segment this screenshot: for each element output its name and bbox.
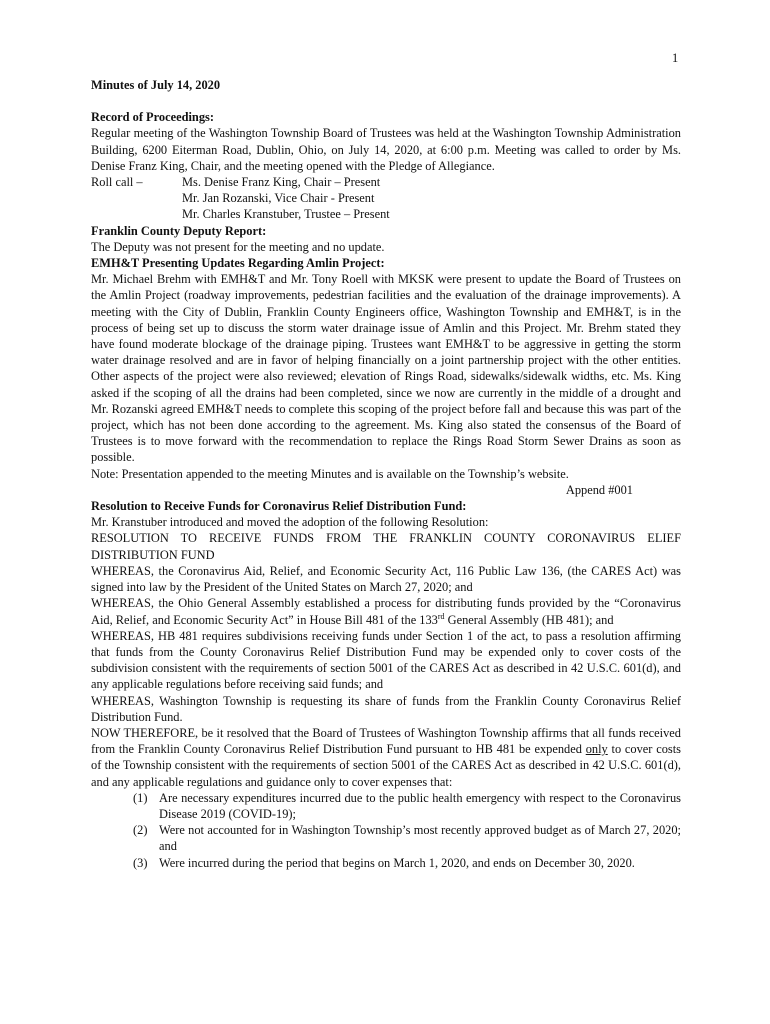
list-item-text: Were incurred during the period that begins on March 1, 2020, and ends on December 30, 2020. (159, 855, 635, 870)
record-paragraph: Regular meeting of the Washington Township Board of Trustees was held at the Washington Township Administration Building, 6200 Eiterman Road, Dublin, Ohio, on July 14, 2020, at 6:00 p.m. Meeting was called to order by Ms. Denise Franz King, Chair, and the meeting opened with the Pledge of Allegiance. (91, 126, 681, 173)
list-item-text: Are necessary expenditures incurred due to the public health emergency with respect to the Coronavirus Disease 2019 (COVID-19); (159, 790, 681, 821)
therefore-clause (91, 725, 681, 790)
ordinal-suffix: rd (437, 611, 445, 621)
therefore-text: NOW THEREFORE, be it resolved that the Board of Trustees of Washington Township affirms that all funds received from the Franklin County Coronavirus Relief Distribution Fund pursuant to HB 481 be expended (91, 725, 681, 757)
roll-call-member: Mr. Jan Rozanski, Vice Chair - Present (182, 191, 375, 206)
list-item-text: Were not accounted for in Washington Township’s most recently approved budget as of March 27, 2020; and (159, 823, 681, 854)
list-item-number: (3) (133, 855, 148, 870)
emht-paragraph: Mr. Michael Brehm with EMH&T and Mr. Tony Roell with MKSK were present to update the Board of Trustees on the Amlin Project (roadway improvements, pedestrian facilities and the evaluation of the drainage improvements). A meeting with the City of Dublin, Franklin County Engineers office, Washington Township and EMH&T, is in the process of being set up to discuss the storm water drainage issue of Amlin and this Project. Mr. Brehm stated they have found moderate blockage of the drainage piping. Trustees want EMH&T to be aggressive in getting the storm water drainage resolved and are in favor of helping financially on a joint partnership project with the other entities. Other aspects of the project were also reviewed; elevation of Rings Road, sidewalks/sidewalk widths, etc. Ms. King asked if the scoping of all the drains had been completed, since we now are currently in the middle of a drought and Mr. Rozanski agreed EMH&T needs to complete this scoping of the project before fall and because this was part of the project, which has not been done according to the agreement. Ms. King also stated the consensus of the Board of Trustees is to move forward with the recommendation to replace the Rings Road Storm Sewer Drains as soon as possible. (91, 272, 681, 465)
list-item (133, 822, 681, 854)
list-item (133, 790, 681, 822)
roll-call-label: Roll call – (91, 175, 143, 190)
minutes-body (91, 77, 681, 871)
emht-heading: EMH&T Presenting Updates Regarding Amlin Project: (91, 256, 385, 271)
resolution-title: RESOLUTION TO RECEIVE FUNDS FROM THE FRANKLIN COUNTY CORONAVIRUS ELIEF DISTRIBUTION FUND (91, 531, 681, 562)
list-item-number: (2) (133, 823, 148, 838)
list-item (133, 855, 681, 871)
whereas-clause (91, 595, 681, 627)
roll-call-member: Ms. Denise Franz King, Chair – Present (182, 175, 381, 190)
document-title: Minutes of July 14, 2020 (91, 78, 221, 92)
list-item-number: (1) (133, 790, 148, 805)
whereas-text: WHEREAS, the Ohio General Assembly established a process for distributing funds provided by the “Coronavirus Aid, Relief, and Economic Security Act” in House Bill 481 of the 133 (91, 596, 681, 627)
roll-call-member: Mr. Charles Kranstuber, Trustee – Present (182, 207, 390, 222)
conditions-list (133, 790, 681, 871)
underlined-only: only (585, 742, 608, 757)
resolution-intro: Mr. Kranstuber introduced and moved the adoption of the following Resolution: (91, 515, 489, 530)
whereas-text: General Assembly (HB 481); and (444, 612, 614, 627)
record-heading: Record of Proceedings: (91, 110, 214, 125)
append-reference: Append #001 (565, 482, 633, 497)
whereas-clause: WHEREAS, Washington Township is requesting its share of funds from the Franklin County Coronavirus Relief Distribution Fund. (91, 693, 681, 724)
therefore-text: to cover costs of the Township consistent with the requirements of section 5001 of the CARES Act as described in 42 U.S.C. 601(d), and any applicable regulations and guidance only to cover expenses that: (91, 742, 681, 789)
deputy-heading: Franklin County Deputy Report: (91, 223, 267, 238)
resolution-heading: Resolution to Receive Funds for Coronavirus Relief Distribution Fund: (91, 499, 467, 514)
page-number: 1 (672, 51, 679, 65)
roll-call (91, 174, 681, 190)
emht-note: Note: Presentation appended to the meeting Minutes and is available on the Township’s website. (91, 466, 569, 481)
deputy-paragraph: The Deputy was not present for the meeting and no update. (91, 239, 385, 254)
whereas-clause: WHEREAS, HB 481 requires subdivisions receiving funds under Section 1 of the act, to pass a resolution affirming that funds from the County Coronavirus Relief Distribution Fund may be expended only to cover costs of the subdivision consistent with the requirements of section 5001 of the CARES Act as described in 42 U.S.C. 601(d), and any applicable regulations before receiving said funds; and (91, 628, 681, 692)
whereas-clause: WHEREAS, the Coronavirus Aid, Relief, and Economic Security Act, 116 Public Law 136, (the CARES Act) was signed into law by the President of the United States on March 27, 2020; and (91, 563, 681, 595)
